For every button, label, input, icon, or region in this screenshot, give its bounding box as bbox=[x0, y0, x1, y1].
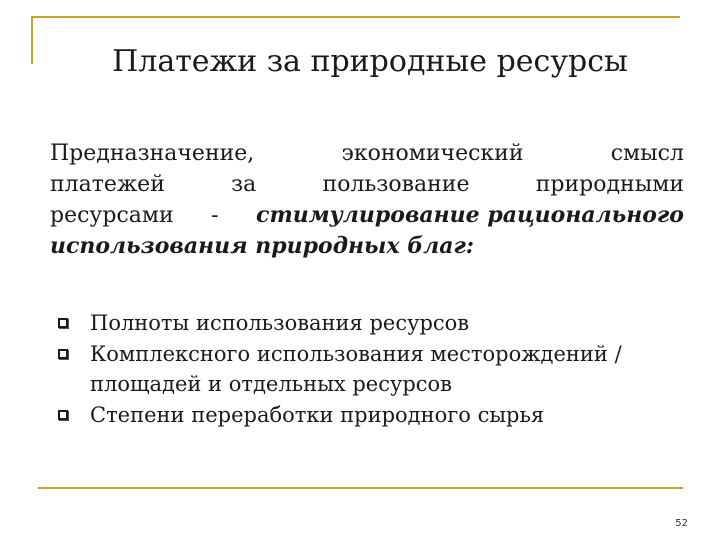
bullet-text: Полноты использования ресурсов bbox=[90, 311, 470, 335]
intro-line-1 bbox=[50, 138, 684, 169]
intro-word: природными bbox=[535, 172, 684, 197]
square-bullet-icon bbox=[58, 318, 68, 328]
list-item bbox=[58, 339, 678, 399]
list-item bbox=[58, 400, 678, 430]
intro-line-3 bbox=[50, 200, 684, 231]
bullet-list bbox=[58, 308, 678, 431]
list-item bbox=[58, 308, 678, 338]
bullet-text: Степени переработки природного сырья bbox=[90, 403, 545, 427]
bullet-text: Комплексного использования месторождений / площадей и отдельных ресурсов bbox=[90, 342, 622, 396]
slide-title: Платежи за природные ресурсы bbox=[112, 44, 628, 79]
intro-line-2 bbox=[50, 169, 684, 200]
intro-paragraph bbox=[50, 138, 684, 262]
intro-emphasis: стимулирование рационального bbox=[256, 202, 684, 228]
page-number: 52 bbox=[675, 518, 688, 529]
square-bullet-icon bbox=[58, 410, 68, 420]
intro-word: экономический bbox=[341, 141, 524, 166]
intro-word: ресурсами bbox=[50, 203, 174, 228]
intro-word: пользование bbox=[322, 172, 470, 197]
frame-accent-vertical bbox=[31, 16, 33, 64]
intro-word: за bbox=[231, 172, 257, 197]
intro-emphasis-line: использования природных благ: bbox=[50, 233, 474, 259]
intro-dash: - bbox=[211, 203, 219, 228]
intro-word: смысл bbox=[610, 141, 684, 166]
intro-word: Предназначение, bbox=[50, 141, 255, 166]
square-bullet-icon bbox=[58, 349, 68, 359]
frame-accent-top bbox=[31, 16, 680, 18]
intro-word: платежей bbox=[50, 172, 165, 197]
frame-accent-bottom bbox=[38, 487, 683, 489]
